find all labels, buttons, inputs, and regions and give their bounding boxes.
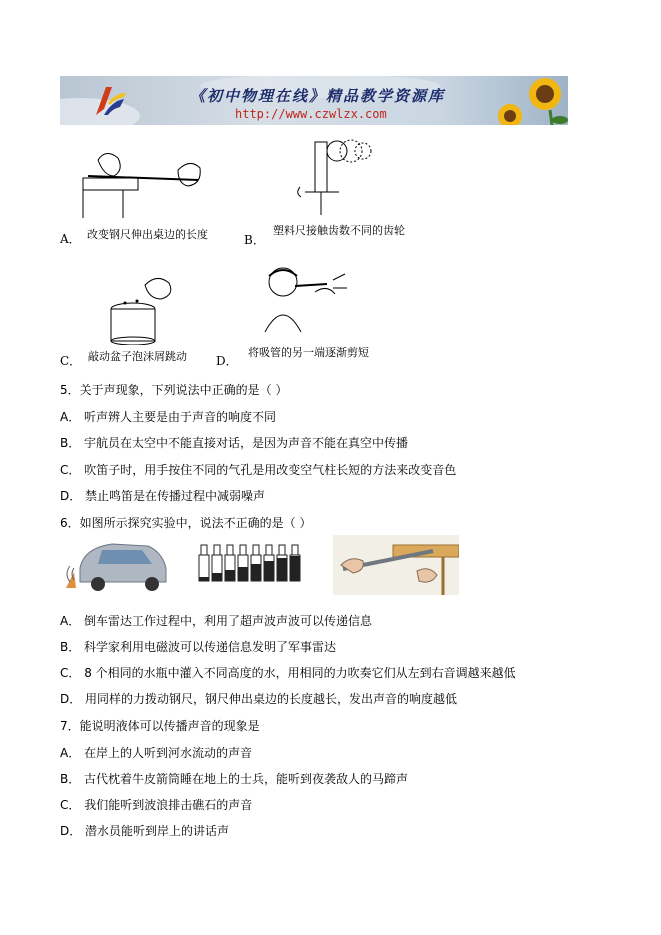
q5-stem: 5．关于声现象，下列说法中正确的是（ ） [60, 383, 288, 397]
q7-option-b: B． 古代枕着牛皮箭筒睡在地上的士兵，能听到夜袭敌人的马蹄声 [60, 772, 409, 786]
gear-wheel-figure [295, 137, 375, 217]
site-logo-icon [90, 81, 130, 121]
q4-option-a-letter: A． [60, 232, 81, 246]
q7-option-c: C． 我们能听到波浪排击礁石的声音 [60, 798, 253, 812]
sunflower-icon [490, 76, 568, 125]
q5-option-d: D． 禁止鸣笛是在传播过程中减弱噪声 [60, 489, 266, 503]
q7-stem: 7．能说明液体可以传播声音的现象是 [60, 719, 260, 733]
q6-option-b: B． 科学家利用电磁波可以传递信息发明了军事雷达 [60, 640, 337, 654]
water-bottles-figure [197, 543, 305, 583]
q4-option-d-letter: D． [216, 354, 238, 368]
q5-option-a: A． 听声辨人主要是由于声音的响度不同 [60, 410, 277, 424]
header-banner [60, 76, 568, 125]
reversing-car-figure [62, 538, 170, 592]
q4-option-d-caption: 将吸管的另一端逐渐剪短 [248, 346, 369, 359]
q5-option-c: C． 吹笛子时，用手按住不同的气孔是用改变空气柱长短的方法来改变音色 [60, 463, 457, 477]
q6-option-a: A． 倒车雷达工作过程中，利用了超声波声波可以传递信息 [60, 614, 373, 628]
q6-stem: 6．如图所示探究实验中，说法不正确的是（ ） [60, 516, 312, 530]
q4-option-b-letter: B． [244, 233, 265, 247]
q6-option-c: C． 8 个相同的水瓶中灌入不同高度的水，用相同的力吹奏它们从左到右音调越来越低 [60, 666, 516, 680]
q4-option-c-letter: C． [60, 354, 82, 368]
q6-option-d: D． 用同样的力拨动钢尺，钢尺伸出桌边的长度越长，发出声音的响度越低 [60, 692, 458, 706]
basin-foam-figure [105, 265, 185, 345]
q4-option-a-caption: 改变钢尺伸出桌边的长度 [87, 228, 208, 241]
steel-ruler-figure [78, 140, 208, 220]
q7-option-d: D． 潜水员能听到岸上的讲话声 [60, 824, 230, 838]
q4-option-c-caption: 敲动盆子泡沫屑跳动 [88, 350, 187, 363]
straw-cutting-figure [255, 262, 350, 342]
steel-ruler-table-figure [333, 535, 459, 595]
q5-option-b: B． 宇航员在太空中不能直接对话，是因为声音不能在真空中传播 [60, 436, 409, 450]
q7-option-a: A． 在岸上的人听到河水流动的声音 [60, 746, 253, 760]
banner-url: http://www.czwlzx.com [235, 107, 387, 121]
banner-title: 《初中物理在线》精品教学资源库 [190, 87, 446, 105]
q4-option-b-caption: 塑料尺接触齿数不同的齿轮 [273, 224, 405, 237]
